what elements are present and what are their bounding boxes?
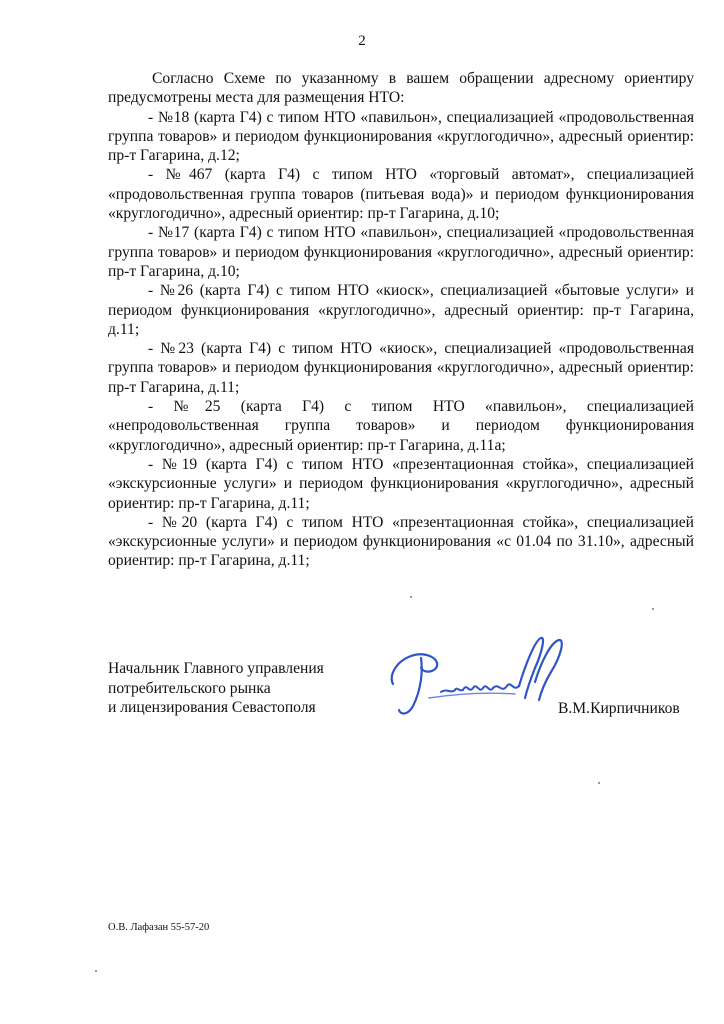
scan-speck	[652, 608, 654, 610]
letter-body	[108, 69, 694, 571]
list-item: - №23 (карта Г4) с типом НТО «киоск», специализацией «продовольственная группа товаров» и периодом функционирования «круглогодично», адресный ориентир: пр-т Гагарина, д.11;	[108, 340, 694, 396]
executor-contact: О.В. Лафазан 55-57-20	[108, 922, 210, 933]
list-item: - №18 (карта Г4) с типом НТО «павильон», специализацией «продовольственная группа товаров» и периодом функционирования «круглогодично», адресный ориентир: пр-т Гагарина, д.12;	[108, 108, 694, 165]
list-item: - №19 (карта Г4) с типом НТО «презентационная стойка», специализацией «экскурсионные услуги» и периодом функционирования «круглогодично», адресный ориентир: пр-т Гагарина, д.11;	[108, 455, 694, 512]
signer-name: В.М.Кирпичников	[558, 700, 680, 717]
position-line: Начальник Главного управления	[108, 660, 324, 677]
list-item: - №467 (карта Г4) с типом НТО «торговый автомат», специализацией «продовольственная группа товаров (питьевая вода)» и периодом функционирования «круглогодично», адресный ориентир: пр-т Гагарина, д.10;	[108, 166, 694, 223]
position-line: потребительского рынка	[108, 679, 271, 697]
scan-speck	[410, 596, 412, 598]
handwritten-signature	[385, 632, 575, 722]
intro-paragraph: Согласно Схеме по указанному в вашем обращении адресному ориентиру предусмотрены места для размещения НТО:	[108, 70, 694, 107]
list-item: - №20 (карта Г4) с типом НТО «презентационная стойка», специализацией «экскурсионные услуги» и периодом функционирования «с 01.04 по 31.10», адресный ориентир: пр-т Гагарина, д.11;	[108, 513, 694, 570]
list-item: - №25 (карта Г4) с типом НТО «павильон», специализацией «непродовольственная группа товаров» и периодом функционирования «круглогодично», адресный ориентир: пр-т Гагарина, д.11а;	[108, 398, 694, 454]
position-line: и лицензирования Севастополя	[108, 699, 316, 716]
scan-speck	[95, 970, 97, 972]
page-number: 2	[358, 33, 366, 49]
list-item: - №17 (карта Г4) с типом НТО «павильон», специализацией «продовольственная группа товаров» и периодом функционирования «круглогодично», адресный ориентир: пр-т Гагарина, д.10;	[108, 224, 694, 280]
signatory-position	[108, 659, 324, 718]
scan-speck	[598, 782, 600, 784]
list-item: - №26 (карта Г4) с типом НТО «киоск», специализацией «бытовые услуги» и периодом функционирования «круглогодично», адресный ориентир: пр-т Гагарина, д.11;	[108, 282, 694, 338]
